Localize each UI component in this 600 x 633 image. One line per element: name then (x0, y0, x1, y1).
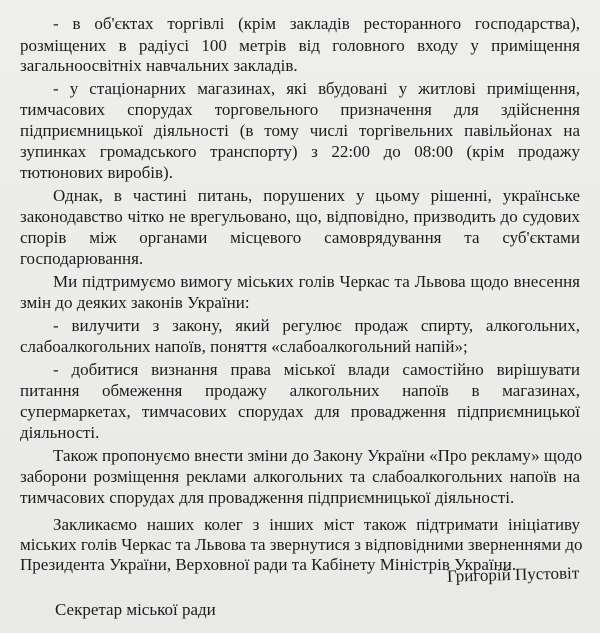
text-line: господарювання. (20, 249, 144, 268)
text-line: Ми підтримуємо вимогу міських голів Черкас та Львова щодо внесення (53, 272, 580, 291)
text-line: - вилучити з закону, який регулює продаж спирту, алкогольних, (53, 316, 580, 335)
signatory-name: Григорій Пустовіт (446, 563, 580, 586)
text-line: Президента України, Верховної ради та Кабінету Міністрів України. (20, 555, 517, 574)
text-line: Однак, в частині питань, порушених у цьому рішенні, українське (53, 186, 580, 205)
text-line: діяльності. (20, 423, 100, 442)
text-line: заборони розміщення реклами алкогольних та слабоалкогольних напоїв на (20, 467, 580, 486)
text-line: - добитися визнання права міської влади самостійно вирішувати (53, 360, 580, 379)
text-line: законодавство чітко не врегульовано, що, відповідно, призводить до судових (20, 207, 580, 226)
text-line: підприємницької діяльності (в тому числі торгівельних павільйонах на (20, 121, 580, 140)
text-line: слабоалкогольних напоїв, поняття «слабоалкогольний напій»; (20, 337, 468, 356)
text-line: - у стаціонарних магазинах, які вбудовані у житлові приміщення, (53, 79, 580, 98)
text-line: - в об'єктах торгівлі (крім закладів ресторанного господарства), (53, 14, 580, 33)
text-line: міських голів Черкас та Львова та звернутися з відповідними зверненнями до (20, 535, 583, 554)
text-line: Закликаємо наших колег з інших міст також підтримати ініціативу (53, 515, 580, 534)
text-line: зупинках громадського транспорту) з 22:00 до 08:00 (крім продажу (20, 142, 580, 161)
text-line: тимчасових спорудах для провадження підприємницької діяльності. (20, 488, 515, 507)
text-line: змін до деяких законів України: (20, 293, 250, 312)
text-line: питання обмеження продажу алкогольних напоїв в магазинах, (20, 381, 580, 400)
text-line: розміщених в радіусі 100 метрів від головного входу у приміщення (20, 36, 580, 55)
text-line: тютюнових виробів). (20, 163, 173, 182)
signatory-position: Секретар міської ради (55, 600, 216, 619)
text-line: тимчасових спорудах торговельного призначення для здійснення (20, 100, 580, 119)
text-line: спорів між органами місцевого самоврядування та суб'єктами (20, 228, 580, 247)
text-line: загальноосвітніх навчальних закладів. (20, 56, 298, 75)
text-line: Також пропонуємо внести зміни до Закону України «Про рекламу» щодо (53, 446, 583, 465)
text-line: супермаркетах, тимчасових спорудах для провадження підприємницької (20, 402, 580, 421)
